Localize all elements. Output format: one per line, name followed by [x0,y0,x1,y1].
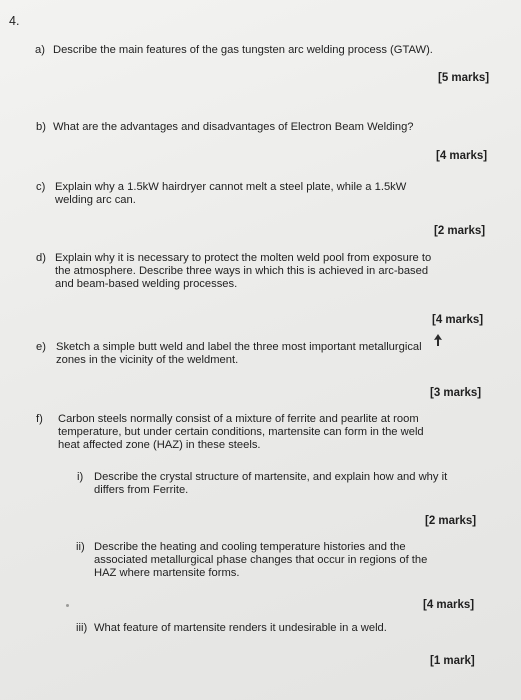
part-f-line: temperature, but under certain conditions, martensite can form in the weld [58,426,424,438]
pen-dot-icon [66,604,69,607]
part-c-marks: [2 marks] [434,225,486,237]
part-f-ii-marks: [4 marks] [423,599,475,611]
part-f-iii-text [94,622,387,635]
part-a-line: Describe the main features of the gas tungsten arc welding process (GTAW). [53,44,433,56]
part-f-i-text [94,471,447,497]
part-f-i-marks: [2 marks] [425,515,477,527]
part-d-marks: [4 marks] [432,314,484,326]
part-f-iii-marks: [1 mark] [430,655,475,667]
part-d-line: Explain why it is necessary to protect the molten weld pool from exposure to [55,252,432,264]
part-f-i-line: differs from Ferrite. [94,484,189,496]
part-c-label: c) [36,181,46,193]
part-b-label: b) [36,121,46,133]
part-f-ii-line: associated metallurgical phase changes that occur in regions of the [94,554,428,566]
question-number: 4. [9,14,20,28]
part-f-ii-text [94,541,427,580]
part-f-text [58,413,424,452]
part-f-iii-label: iii) [76,622,88,634]
part-b-marks: [4 marks] [436,150,488,162]
part-c-line: welding arc can. [55,194,136,206]
part-b-line: What are the advantages and disadvantages of Electron Beam Welding? [53,121,414,133]
part-f-ii-line: HAZ where martensite forms. [94,567,240,579]
part-a-text [53,44,433,57]
part-a-marks: [5 marks] [438,72,490,84]
part-d-label: d) [36,252,46,264]
part-f-label: f) [36,413,43,425]
part-f-ii-label: ii) [76,541,85,553]
part-f-line: heat affected zone (HAZ) in these steels. [58,439,261,451]
part-b-text [53,121,414,134]
part-e-line: Sketch a simple butt weld and label the three most important metallurgical [56,341,422,353]
part-f-i-line: Describe the crystal structure of martensite, and explain how and why it [94,471,448,483]
pointer-cursor-icon [433,333,443,347]
part-d-line: the atmosphere. Describe three ways in which this is achieved in arc-based [55,265,429,277]
part-d-line: and beam-based welding processes. [55,278,238,290]
part-c-line: Explain why a 1.5kW hairdryer cannot melt a steel plate, while a 1.5kW [55,181,407,193]
part-f-i-label: i) [77,471,84,483]
part-f-line: Carbon steels normally consist of a mixture of ferrite and pearlite at room [58,413,419,425]
part-a-label: a) [35,44,45,56]
part-e-label: e) [36,341,46,353]
part-f-iii-line: What feature of martensite renders it undesirable in a weld. [94,622,387,634]
part-e-line: zones in the vicinity of the weldment. [56,354,239,366]
part-f-ii-line: Describe the heating and cooling temperature histories and the [94,541,406,553]
part-e-marks: [3 marks] [430,387,482,399]
part-e-text [56,341,422,367]
part-d-text [55,252,431,291]
part-c-text [55,181,406,207]
